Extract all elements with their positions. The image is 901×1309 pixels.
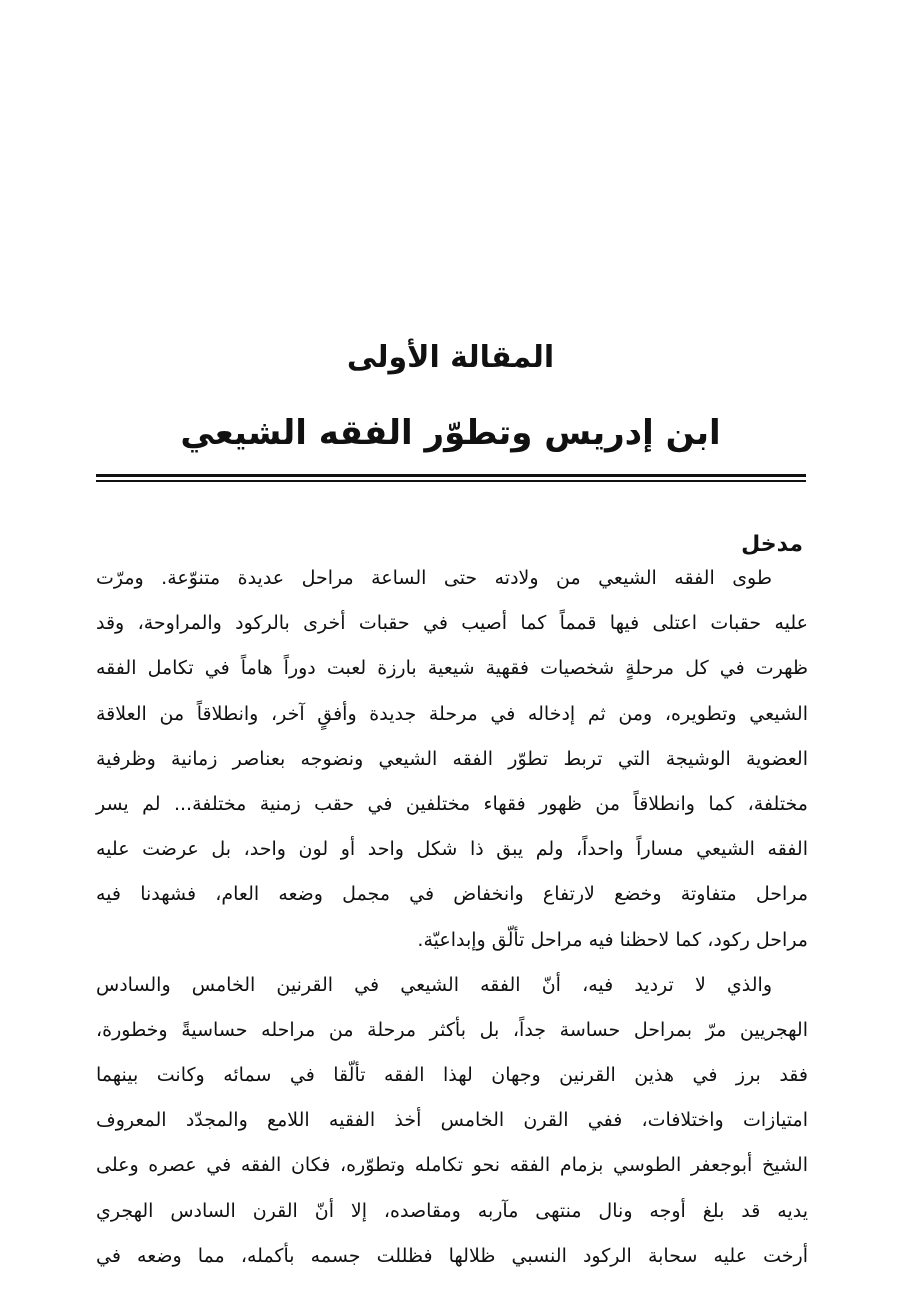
text-line: طوى الفقه الشيعي من ولادته حتى الساعة مراحل عديدة متنوّعة. ومرّت xyxy=(96,567,772,589)
text-line: مختلفة، كما وانطلاقاً من ظهور فقهاء مختلفين في حقب زمنية مختلفة... لم يسر xyxy=(96,792,808,815)
title-divider-thin xyxy=(96,480,806,482)
section-heading: مدخل xyxy=(741,532,803,557)
text-line: الفقه الشيعي مساراً واحداً، ولم يبق ذا شكل واحد أو لون واحد، بل عرضت عليه xyxy=(96,838,808,861)
text-line: والذي لا ترديد فيه، أنّ الفقه الشيعي في القرنين الخامس والسادس xyxy=(96,973,772,996)
text-line: يديه قد بلغ أوجه ونال منتهى مآربه ومقاصده، إلا أنّ القرن السادس الهجري xyxy=(96,1199,808,1222)
body-text xyxy=(96,556,808,1279)
article-title: ابن إدريس وتطوّر الفقه الشيعي xyxy=(180,413,721,453)
paragraph-2 xyxy=(96,963,808,1279)
text-line: ظهرت في كل مرحلةٍ شخصيات فقهية شيعية بارزة لعبت دوراً هاماً في تكامل الفقه xyxy=(96,657,808,680)
paragraph-1 xyxy=(96,556,808,963)
text-line: الشيعي وتطويره، ومن ثم إدخاله في مرحلة جديدة وأفقٍ آخر، وانطلاقاً من العلاقة xyxy=(96,702,808,725)
text-line: امتيازات واختلافات، ففي القرن الخامس أخذ الفقيه اللامع والمجدّد المعروف xyxy=(96,1109,808,1132)
title-divider-thick xyxy=(96,474,806,477)
text-line: العضوية الوشيجة التي تربط تطوّر الفقه الشيعي ونضوجه بعناصر زمانية وظرفية xyxy=(96,747,808,770)
text-line: أرخت عليه سحابة الركود النسبي ظلالها فظللت جسمه بأكمله، مما وضعه في xyxy=(96,1244,808,1267)
text-line: فقد برز في هذين القرنين وجهان لهذا الفقه تألّقا في سمائه وكانت بينهما xyxy=(96,1064,808,1087)
text-line: مراحل ركود، كما لاحظنا فيه مراحل تألّق وإبداعيّة. xyxy=(417,928,808,951)
text-line: عليه حقبات اعتلى فيها قمماً كما أصيب في حقبات أخرى بالركود والمراوحة، وقد xyxy=(96,612,808,635)
text-line: الشيخ أبوجعفر الطوسي بزمام الفقه نحو تكامله وتطوّره، فكان الفقه في عصره وعلى xyxy=(96,1154,808,1177)
article-label: المقالة الأولى xyxy=(346,340,555,375)
text-line: مراحل متفاوتة وخضع لارتفاع وانخفاض في مجمل وضعه العام، فشهدنا فيه xyxy=(96,883,808,906)
text-line: الهجريين مرّ بمراحل حساسة جداً، بل بأكثر مرحلة من مراحله حساسيةً وخطورة، xyxy=(96,1018,808,1041)
